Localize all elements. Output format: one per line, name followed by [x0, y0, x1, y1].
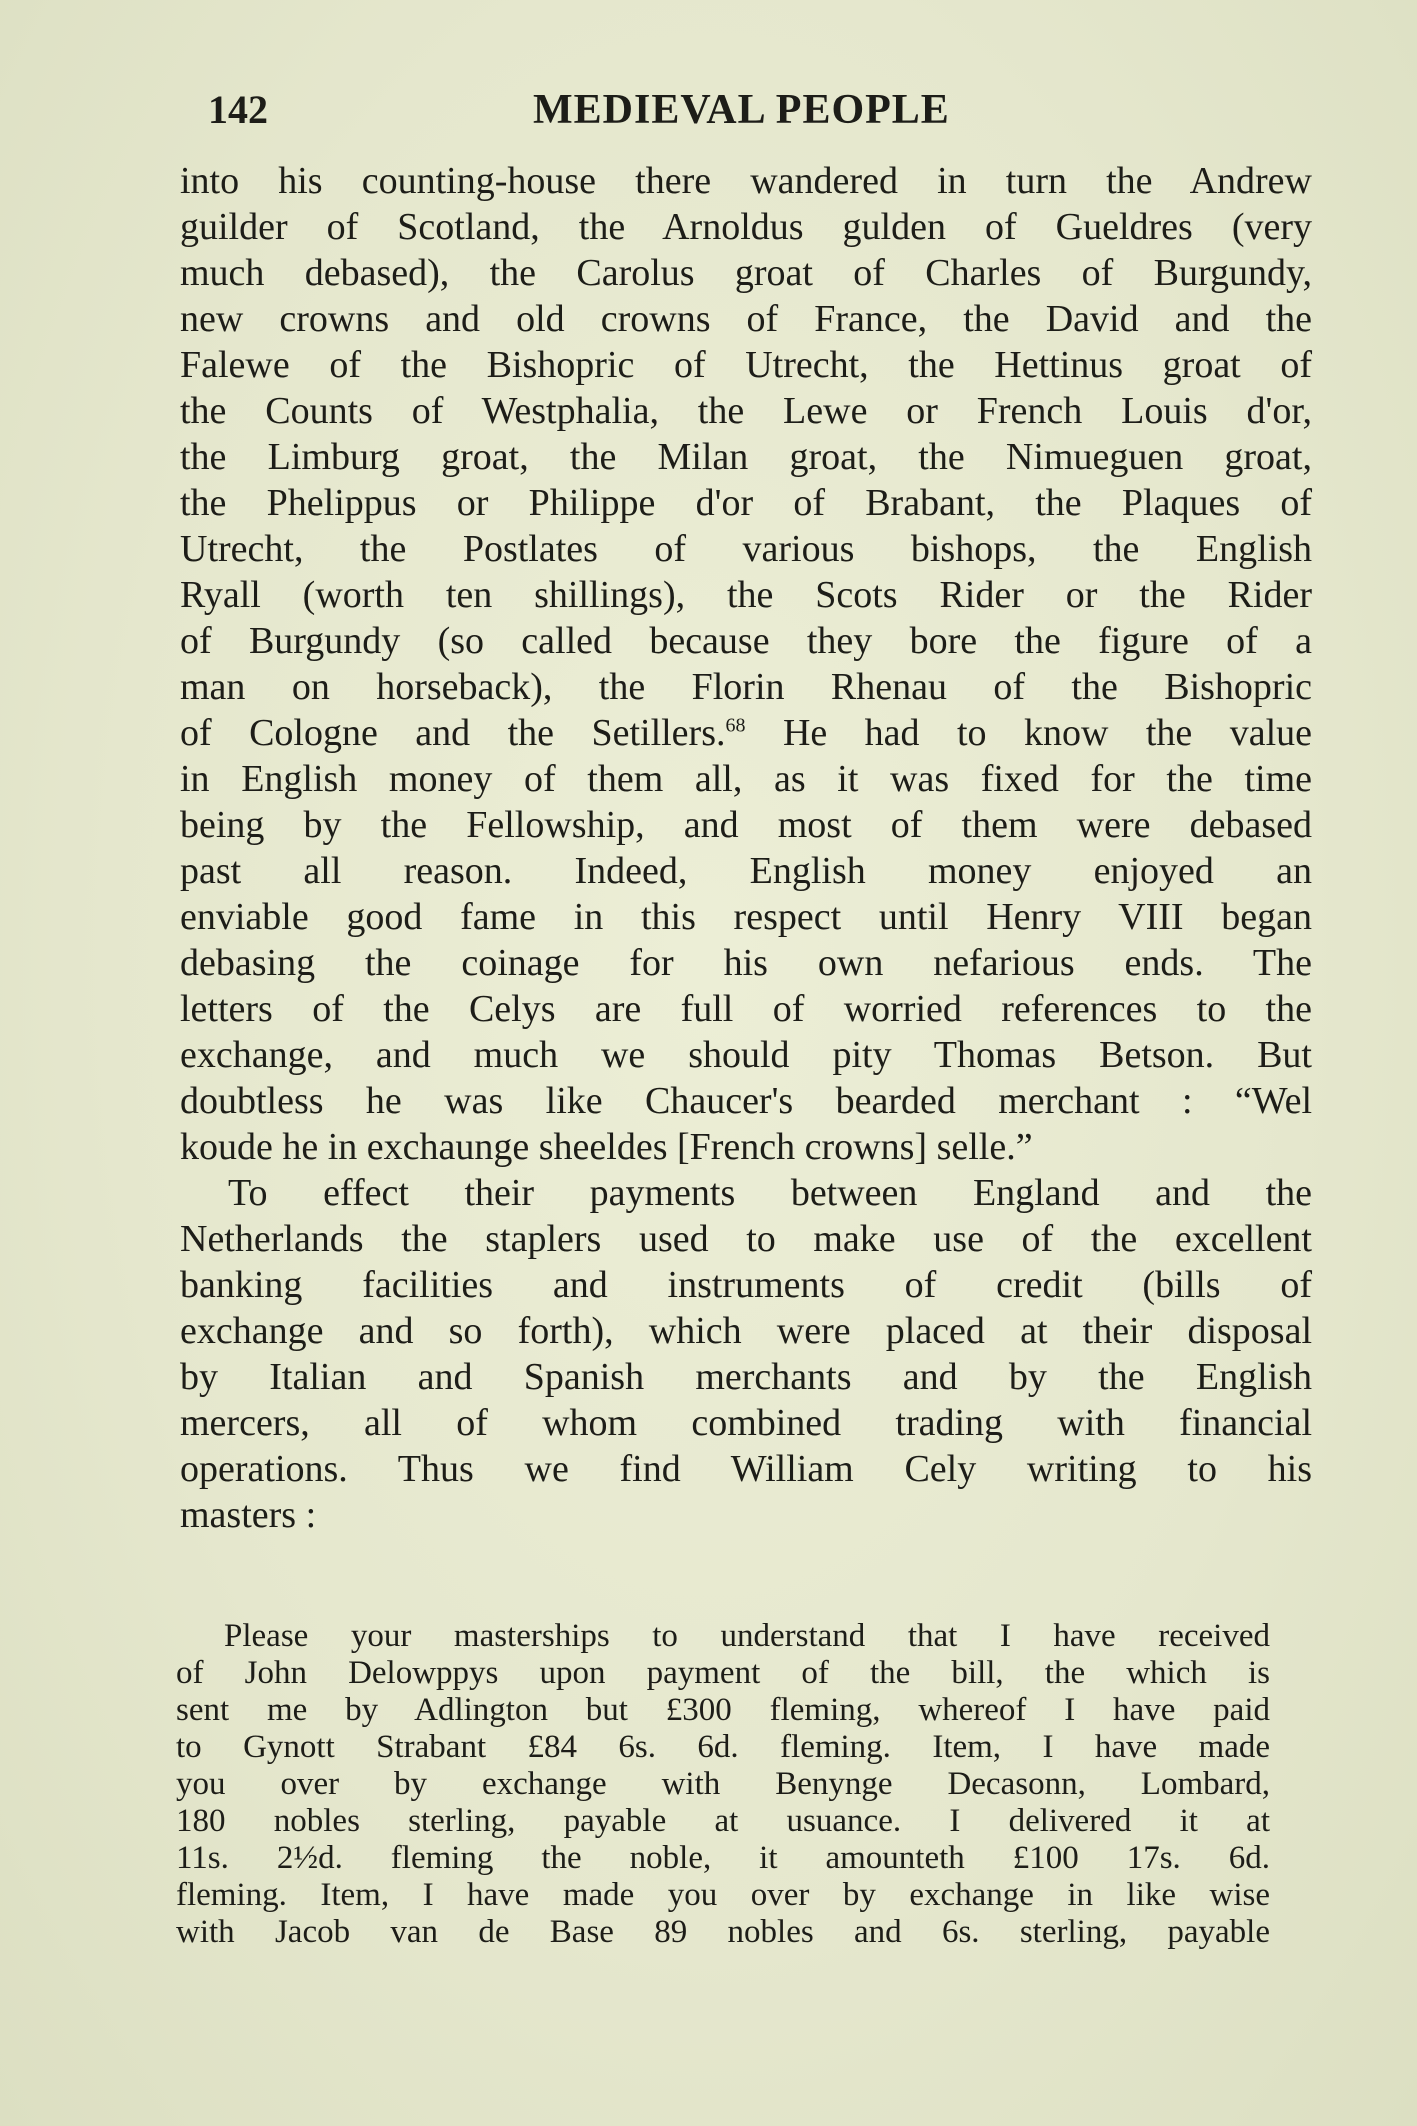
text-line: enviable good fame in this respect until Henry VIII began	[180, 896, 1312, 938]
text-line: of Burgundy (so called because they bore the figure of a	[180, 620, 1312, 662]
text-line: being by the Fellowship, and most of them were debased	[180, 804, 1312, 846]
text-line: the Counts of Westphalia, the Lewe or French Louis d'or,	[180, 390, 1312, 432]
quote-line: 11s. 2½d. fleming the noble, it amounteth £100 17s. 6d.	[176, 1840, 1270, 1876]
text-line: banking facilities and instruments of credit (bills of	[180, 1264, 1312, 1306]
text-line: past all reason. Indeed, English money enjoyed an	[180, 850, 1312, 892]
block-quote	[176, 1618, 1270, 1951]
body-text	[180, 158, 1312, 1538]
quote-line: fleming. Item, I have made you over by exchange in like wise	[176, 1877, 1270, 1913]
text-line: the Phelippus or Philippe d'or of Brabant, the Plaques of	[180, 482, 1312, 524]
text-line: guilder of Scotland, the Arnoldus gulden of Gueldres (very	[180, 206, 1312, 248]
footnote-ref[interactable]: 68	[725, 714, 746, 737]
text-line: masters :	[180, 1494, 317, 1536]
text-line: koude he in exchaunge sheeldes [French crowns] selle.”	[180, 1126, 1033, 1168]
quote-line: of John Delowppys upon payment of the bill, the which is	[176, 1655, 1270, 1691]
text-segment: of Cologne and the Setillers.	[180, 712, 726, 754]
text-line: exchange and so forth), which were placed at their disposal	[180, 1310, 1312, 1352]
quote-line: with Jacob van de Base 89 nobles and 6s. sterling, payable	[176, 1914, 1270, 1950]
text-line: into his counting-house there wandered in turn the Andrew	[180, 160, 1312, 202]
text-line: Falewe of the Bishopric of Utrecht, the Hettinus groat of	[180, 344, 1312, 386]
text-line: by Italian and Spanish merchants and by the English	[180, 1356, 1312, 1398]
text-line: man on horseback), the Florin Rhenau of the Bishopric	[180, 666, 1312, 708]
text-segment: He had to know the value	[782, 712, 1312, 754]
quote-line: 180 nobles sterling, payable at usuance. I delivered it at	[176, 1803, 1270, 1839]
text-line: doubtless he was like Chaucer's bearded merchant : “Wel	[180, 1080, 1312, 1122]
page-header	[208, 86, 1308, 142]
quote-line: you over by exchange with Benynge Decasonn, Lombard,	[176, 1766, 1270, 1802]
text-line: debasing the coinage for his own nefarious ends. The	[180, 942, 1312, 984]
text-line: letters of the Celys are full of worried references to the	[180, 988, 1312, 1030]
text-line: operations. Thus we find William Cely writing to his	[180, 1448, 1312, 1490]
text-line: Ryall (worth ten shillings), the Scots Rider or the Rider	[180, 574, 1312, 616]
text-line: the Limburg groat, the Milan groat, the Nimueguen groat,	[180, 436, 1312, 478]
text-line: in English money of them all, as it was fixed for the time	[180, 758, 1312, 800]
quote-line: Please your masterships to understand that I have received	[224, 1618, 1270, 1654]
text-line-with-footnote	[180, 710, 1312, 756]
text-line: Utrecht, the Postlates of various bishops, the English	[180, 528, 1312, 570]
quote-line: sent me by Adlington but £300 fleming, whereof I have paid	[176, 1692, 1270, 1728]
page-number: 142	[208, 87, 268, 132]
text-line: To effect their payments between England and the	[228, 1172, 1312, 1214]
text-line: exchange, and much we should pity Thomas Betson. But	[180, 1034, 1312, 1076]
text-line: mercers, all of whom combined trading with financial	[180, 1402, 1312, 1444]
running-title: MEDIEVAL PEOPLE	[533, 87, 950, 133]
text-line: Netherlands the staplers used to make use of the excellent	[180, 1218, 1312, 1260]
quote-line: to Gynott Strabant £84 6s. 6d. fleming. Item, I have made	[176, 1729, 1270, 1765]
text-line: much debased), the Carolus groat of Charles of Burgundy,	[180, 252, 1312, 294]
text-line: new crowns and old crowns of France, the David and the	[180, 298, 1312, 340]
